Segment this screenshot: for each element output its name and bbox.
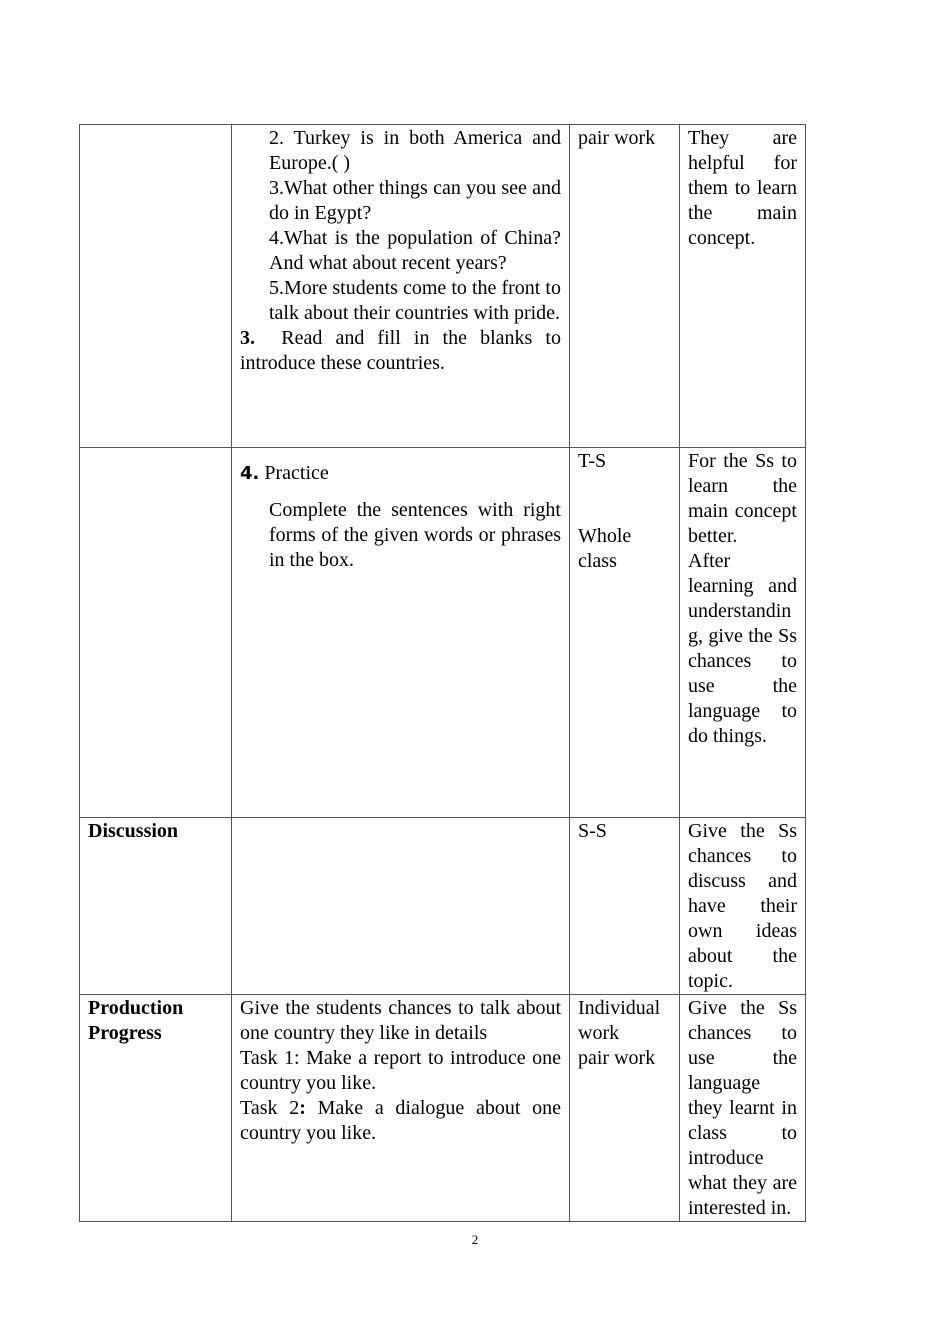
- purpose-cell: Give the Ss chances to use the language they learnt in class to introduce what they are interested in.: [680, 995, 806, 1222]
- activity-item: 4.What is the population of China? And what about recent years?: [269, 227, 561, 274]
- step-title: Practice: [264, 462, 329, 484]
- table-row: [80, 448, 806, 818]
- step-text: Read and fill in the blanks to introduce these countries.: [240, 327, 561, 374]
- activity-step: [240, 326, 561, 376]
- stage-cell: Production Progress: [80, 995, 232, 1222]
- table-row: [80, 818, 806, 995]
- stage-cell: [80, 125, 232, 448]
- page-number: 2: [471, 1232, 479, 1247]
- activity-step: [240, 461, 561, 486]
- mode-cell: [570, 995, 680, 1222]
- mode-line: Individual work: [578, 997, 661, 1044]
- stage-cell: [80, 448, 232, 818]
- mode-cell: S-S: [570, 818, 680, 995]
- activities-cell: [232, 818, 570, 995]
- mode-line: pair work: [578, 1047, 656, 1069]
- purpose-cell: [680, 448, 806, 818]
- step-number: 4.: [240, 463, 260, 484]
- lesson-plan-table: [79, 124, 806, 1222]
- mode-cell: [570, 448, 680, 818]
- purpose-cell: Give the Ss chances to discuss and have their own ideas about the topic.: [680, 818, 806, 995]
- mode-line: T-S: [578, 450, 607, 472]
- purpose-line: For the Ss to learn the main concept better.: [688, 450, 797, 547]
- activities-cell: [232, 125, 570, 448]
- activities-cell: [232, 448, 570, 818]
- table-row: [80, 125, 806, 448]
- activity-item: 3.What other things can you see and do in Egypt?: [269, 177, 561, 224]
- mode-cell: pair work: [570, 125, 680, 448]
- table-row: [80, 995, 806, 1222]
- activity-text: Give the students chances to talk about one country they like in details: [240, 997, 561, 1044]
- stage-cell: Discussion: [80, 818, 232, 995]
- step-number: 3.: [240, 327, 255, 349]
- mode-line: Whole class: [578, 525, 632, 572]
- activities-cell: [232, 995, 570, 1222]
- task-text: Make a dialogue about one country you like.: [240, 1097, 562, 1144]
- activity-text: Complete the sentences with right forms of the given words or phrases in the box.: [269, 499, 561, 571]
- activity-item: 5.More students come to the front to talk about their countries with pride.: [269, 277, 561, 324]
- task-label: Task 2: [240, 1097, 300, 1119]
- task-item: Task 2: Make a dialogue about one country you like.: [240, 1097, 562, 1144]
- purpose-line: After learning and understandin g, give the Ss chances to use the language to do things.: [688, 550, 797, 747]
- task-item: Task 1: Make a report to introduce one country you like.: [240, 1047, 561, 1094]
- activity-item: 2. Turkey is in both America and Europe.( ): [269, 127, 561, 174]
- purpose-cell: They are helpful for them to learn the main concept.: [680, 125, 806, 448]
